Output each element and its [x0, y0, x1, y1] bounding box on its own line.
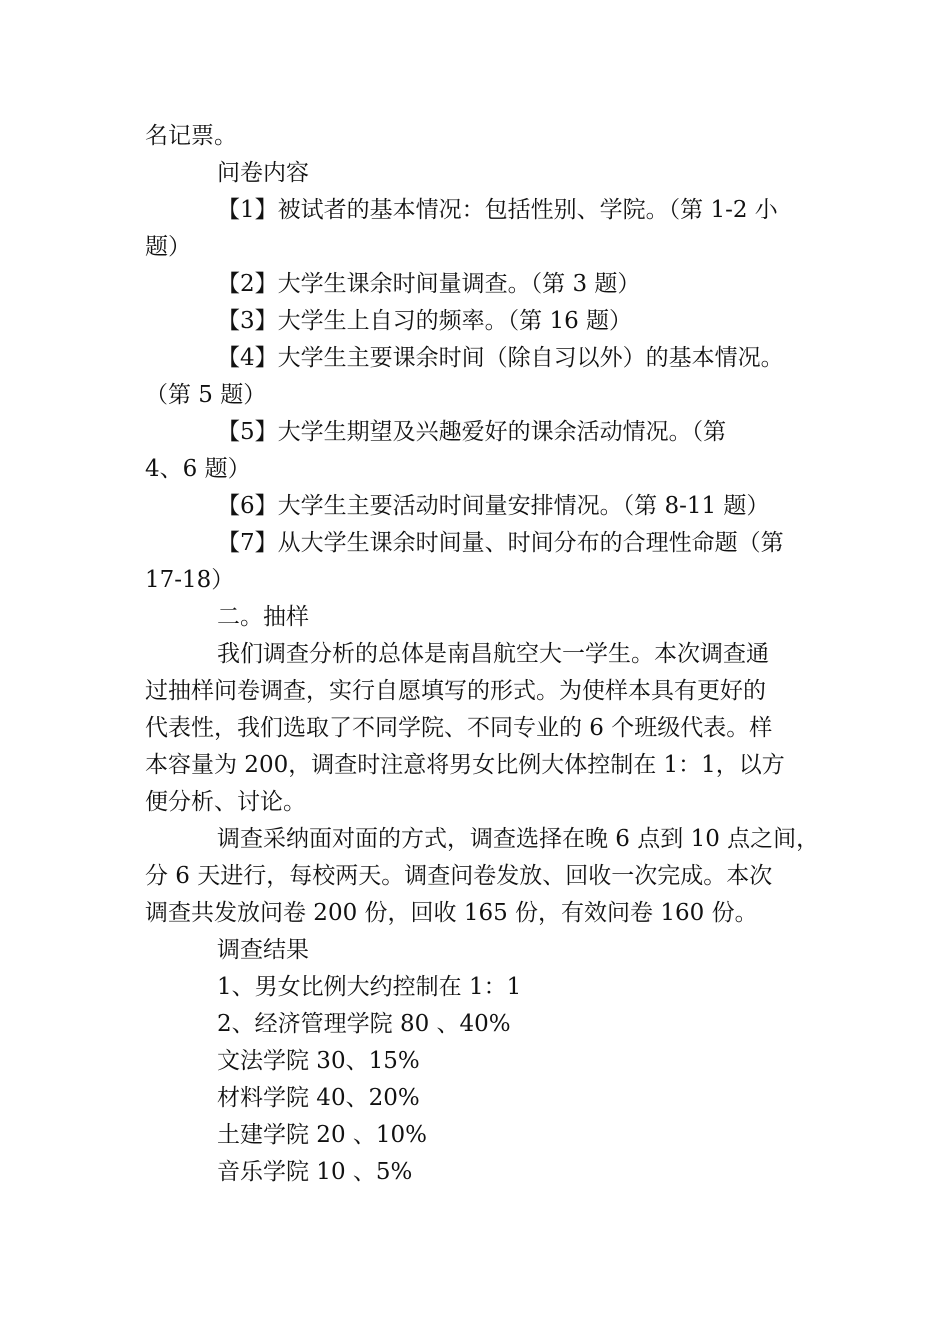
- text-line: 【5】大学生期望及兴趣爱好的课余活动情况。（第: [217, 419, 727, 445]
- text-line: 4、6 题）: [145, 456, 251, 482]
- text-line: 【7】从大学生课余时间量、时间分布的合理性命题（第: [217, 530, 784, 556]
- text-line: 【2】大学生课余时间量调查。（第 3 题）: [217, 271, 641, 297]
- text-line: 【3】大学生上自习的频率。（第 16 题）: [217, 308, 633, 334]
- text-line: 调查结果: [217, 937, 309, 963]
- text-line: 土建学院 20 、10%: [217, 1122, 428, 1148]
- text-line: 【1】被试者的基本情况：包括性别、学院。（第 1-2 小: [217, 197, 778, 223]
- text-line: 我们调查分析的总体是南昌航空大一学生。本次调查通: [217, 641, 769, 667]
- text-line: 17-18）: [145, 567, 235, 593]
- text-line: 1、男女比例大约控制在 1：1: [217, 974, 522, 1000]
- text-line: 过抽样问卷调查，实行自愿填写的形式。为使样本具有更好的: [145, 678, 766, 704]
- text-line: （第 5 题）: [145, 382, 267, 408]
- text-line: 分 6 天进行，每校两天。调查问卷发放、回收一次完成。本次: [145, 863, 773, 889]
- text-line: 【6】大学生主要活动时间量安排情况。（第 8-11 题）: [217, 493, 770, 519]
- text-line: 材料学院 40、20%: [217, 1085, 420, 1111]
- text-line: 调查采纳面对面的方式，调查选择在晚 6 点到 10 点之间，: [217, 826, 820, 852]
- text-line: 便分析、讨论。: [145, 789, 306, 815]
- text-line: 音乐学院 10 、5%: [217, 1159, 413, 1185]
- text-line: 【4】大学生主要课余时间（除自习以外）的基本情况。: [217, 345, 784, 371]
- text-line: 二。抽样: [217, 604, 309, 630]
- body-text: [145, 118, 820, 1191]
- text-line: 2、经济管理学院 80 、40%: [217, 1011, 511, 1037]
- text-line: 名记票。: [145, 123, 237, 149]
- text-line: 文法学院 30、15%: [217, 1048, 420, 1074]
- text-line: 调查共发放问卷 200 份，回收 165 份，有效问卷 160 份。: [145, 900, 758, 926]
- text-line: 题）: [145, 234, 191, 260]
- text-line: 问卷内容: [217, 160, 309, 186]
- text-line: 代表性，我们选取了不同学院、不同专业的 6 个班级代表。样: [145, 715, 773, 741]
- text-line: 本容量为 200，调查时注意将男女比例大体控制在 1：1，以方: [145, 752, 785, 778]
